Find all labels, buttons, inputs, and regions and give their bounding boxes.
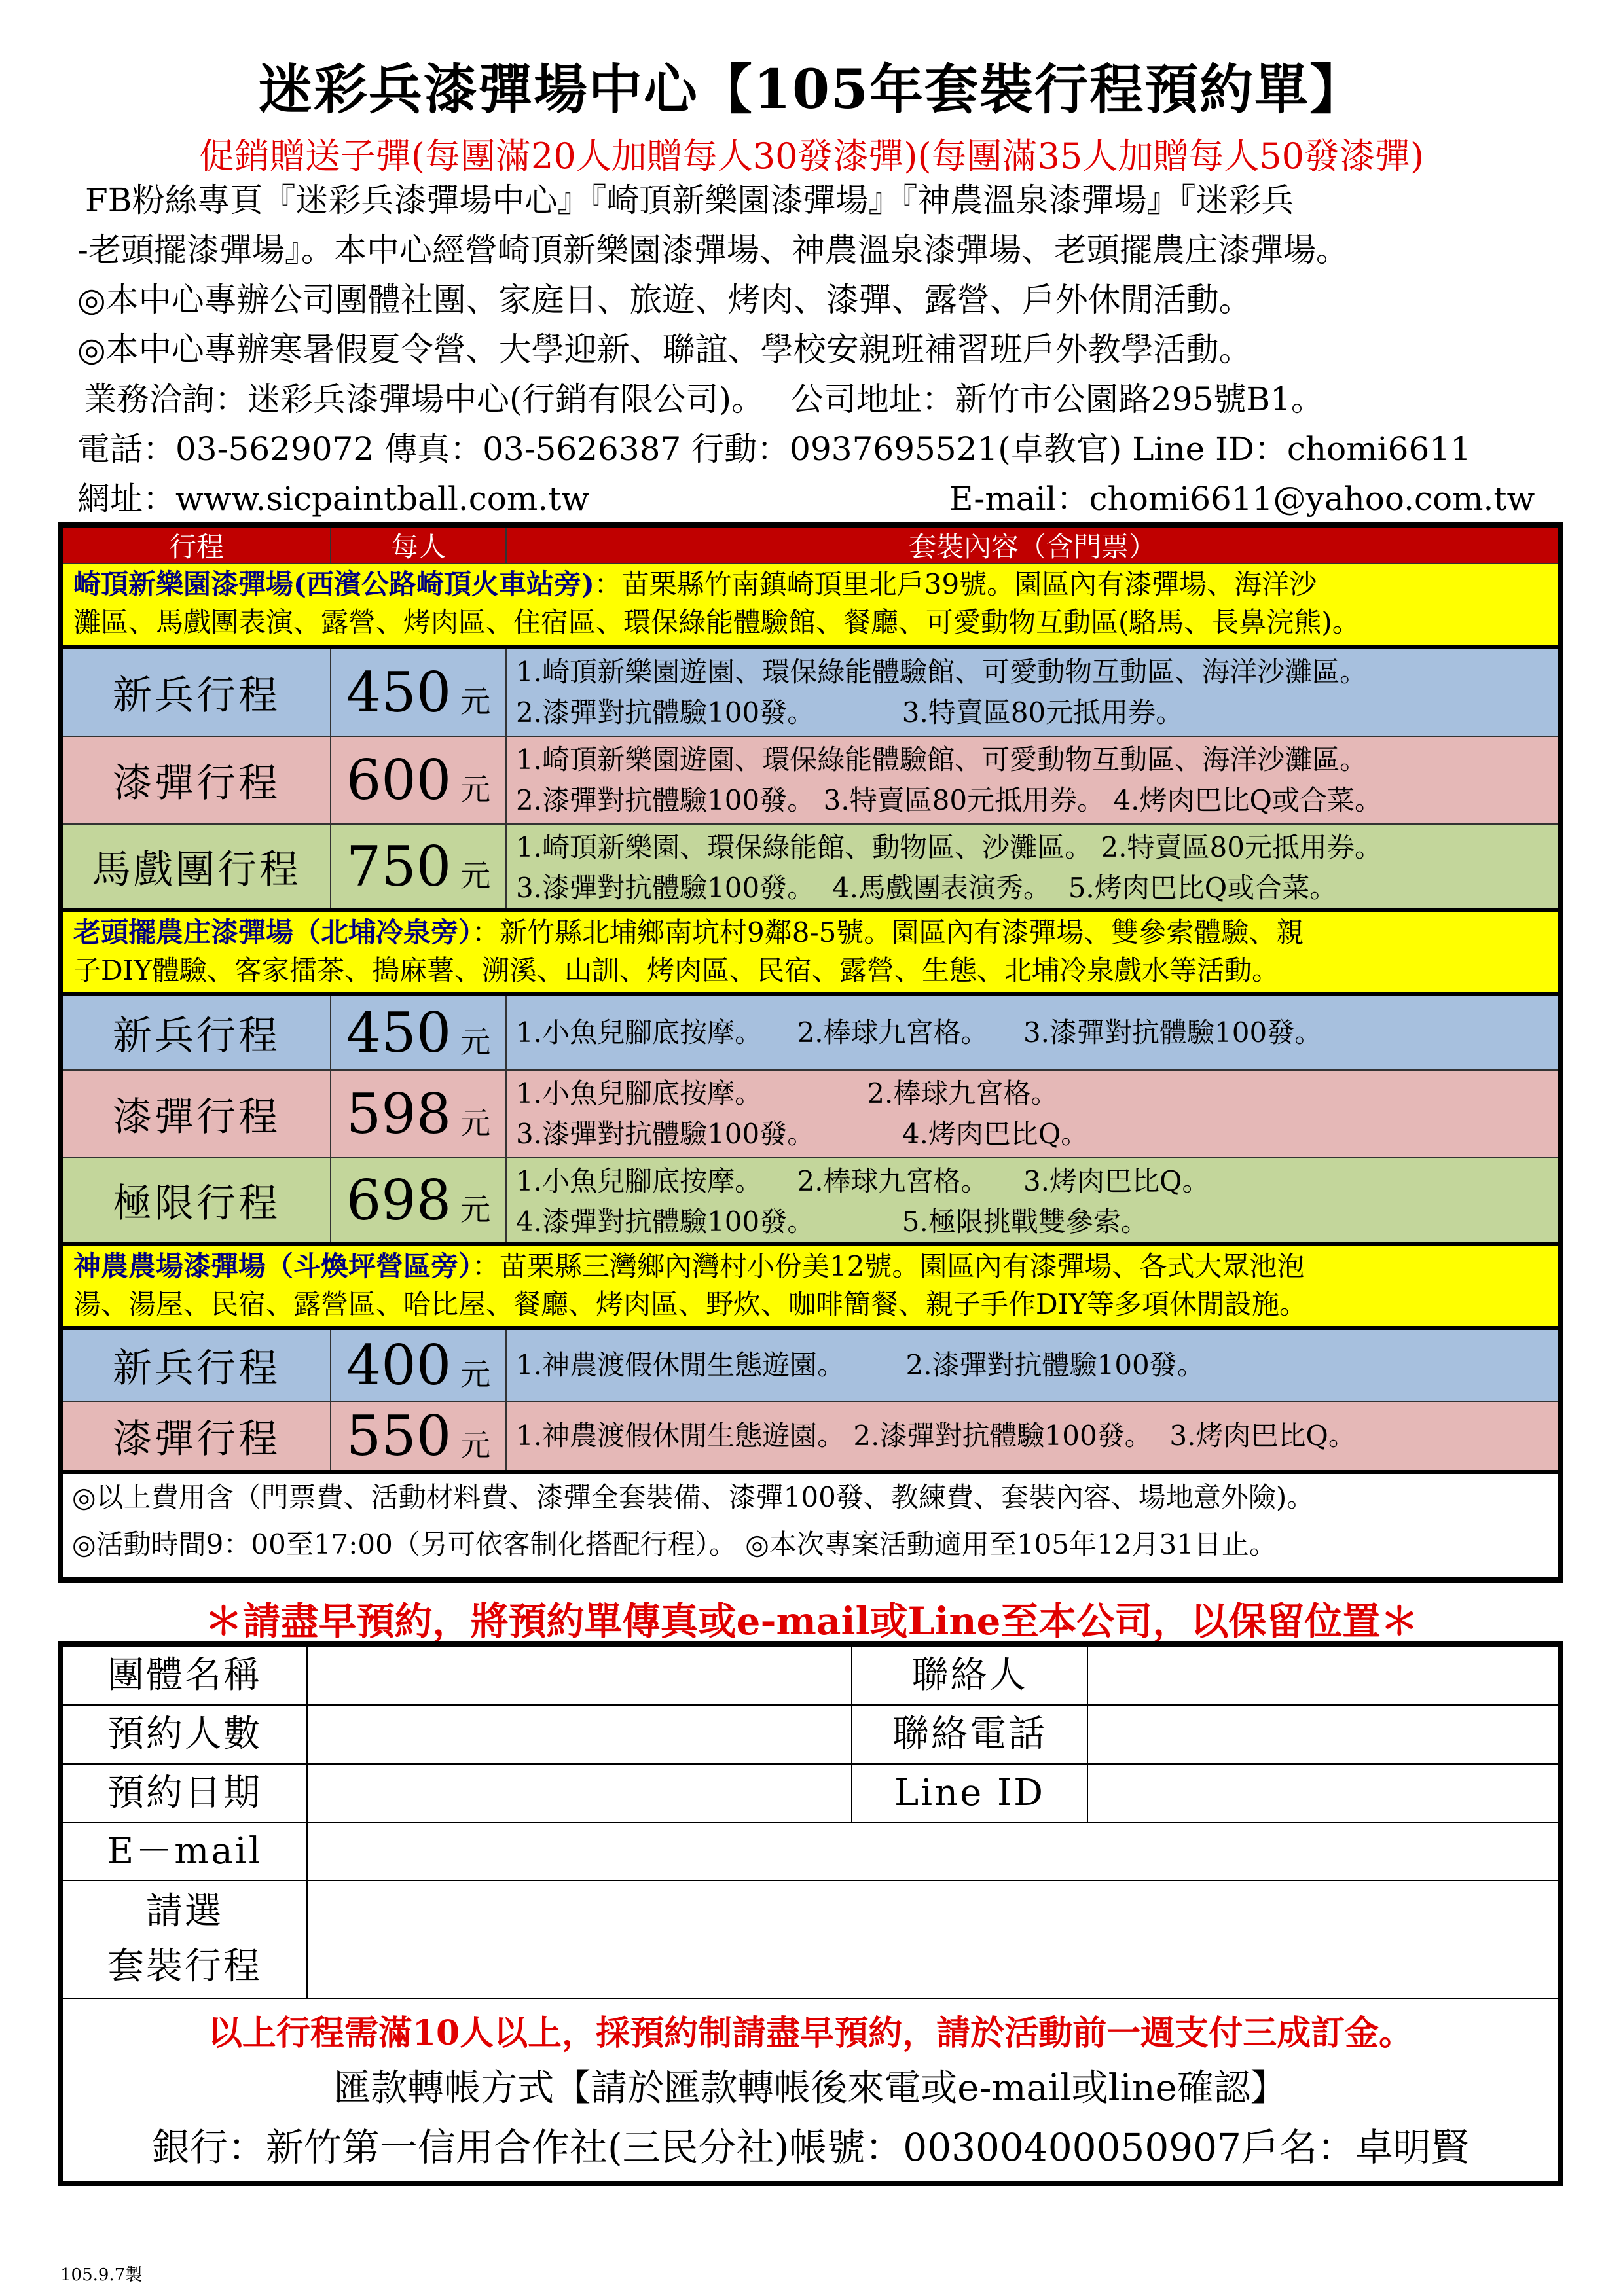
package-content: 1.神農渡假休閒生態遊園。 2.漆彈對抗體驗100發。 3.烤肉巴比Q。	[516, 1420, 1356, 1452]
contact-label: 聯絡人	[852, 1647, 1088, 1706]
email-text: E-mail：chomi6611@yahoo.com.tw	[949, 480, 1535, 518]
package-row	[63, 649, 1558, 737]
venue-name: 崎頂新樂園漆彈場(西濱公路崎頂火車站旁)	[73, 568, 594, 600]
venue-row	[63, 1246, 1558, 1330]
header-per-person: 每人	[331, 528, 507, 563]
intro-line: -老頭擺漆彈場』。本中心經營崎頂新樂園漆彈場、神農溫泉漆彈場、老頭擺農庄漆彈場。	[77, 231, 1349, 269]
package-price: 450 元	[331, 996, 507, 1069]
venue-row	[63, 912, 1558, 996]
package-content: 1.小魚兒腳底按摩。 2.棒球九宮格。 3.漆彈對抗體驗100發。	[516, 1016, 1322, 1049]
line-id-field[interactable]	[1088, 1765, 1558, 1823]
date-label: 預約日期	[63, 1765, 308, 1823]
package-row	[63, 1158, 1558, 1246]
intro-line: FB粉絲專頁『迷彩兵漆彈場中心』『崎頂新樂園漆彈場』『神農溫泉漆彈場』『迷彩兵	[85, 181, 1294, 219]
package-row	[63, 1330, 1558, 1402]
date-field[interactable]	[308, 1765, 852, 1823]
venue-desc: 子DIY體驗、客家擂茶、搗麻薯、溯溪、山訓、烤肉區、民宿、露營、生態、北埔冷泉戲水等活動。	[73, 954, 1279, 986]
package-row	[63, 737, 1558, 825]
package-price: 400 元	[331, 1330, 507, 1401]
package-name: 新兵行程	[63, 996, 331, 1069]
package-row	[63, 1071, 1558, 1158]
package-select-field[interactable]	[308, 1881, 1558, 1999]
made-date: 105.9.7製	[60, 2265, 143, 2285]
price-table	[58, 522, 1563, 1583]
email-field[interactable]	[308, 1823, 1558, 1881]
package-name: 漆彈行程	[63, 1071, 331, 1157]
package-price: 450 元	[331, 649, 507, 736]
group-name-label: 團體名稱	[63, 1647, 308, 1706]
venue-desc: ：苗栗縣竹南鎮崎頂里北戶39號。園區內有漆彈場、海洋沙	[594, 568, 1317, 600]
transfer-note: 匯款轉帳方式【請於匯款轉帳後來電或e-mail或line確認】	[334, 2067, 1287, 2109]
website-text: 網址：www.sicpaintball.com.tw	[77, 480, 590, 518]
package-price: 600 元	[331, 737, 507, 823]
package-name: 新兵行程	[63, 1330, 331, 1401]
package-row	[63, 825, 1558, 912]
contact-line: 業務洽詢：迷彩兵漆彈場中心(行銷有限公司)。 公司地址：新竹市公園路295號B1。	[84, 380, 1324, 418]
venue-name: 老頭擺農庄漆彈場（北埔冷泉旁）	[73, 916, 473, 948]
package-name: 極限行程	[63, 1158, 331, 1242]
venue-desc: 灘區、馬戲團表演、露營、烤肉區、住宿區、環保綠能體驗館、餐廳、可愛動物互動區(駱馬、長鼻浣熊)。	[73, 606, 1360, 638]
venue-desc: ：新竹縣北埔鄉南坑村9鄰8-5號。園區內有漆彈場、雙參索體驗、親	[472, 916, 1304, 948]
head-count-field[interactable]	[308, 1706, 852, 1765]
contact-line: 電話：03-5629072 傳真：03-5626387 行動：0937695521(卓教官) Line ID：chomi6611	[77, 430, 1471, 468]
head-count-label: 預約人數	[63, 1706, 308, 1765]
phone-label: 聯絡電話	[852, 1706, 1088, 1765]
package-price: 598 元	[331, 1071, 507, 1157]
venue-row	[63, 564, 1558, 649]
package-price: 550 元	[331, 1402, 507, 1470]
package-select-label: 請選 套裝行程	[63, 1881, 308, 1999]
package-row	[63, 1402, 1558, 1474]
bank-info: 銀行：新竹第一信用合作社(三民分社)帳號：00300400050907戶名：卓明賢	[152, 2125, 1469, 2170]
package-name: 馬戲團行程	[63, 825, 331, 908]
package-content: 1.崎頂新樂園遊園、環保綠能體驗館、可愛動物互動區、海洋沙灘區。 2.漆彈對抗體驗100發。 3.特賣區80元抵用券。 4.烤肉巴比Q或合菜。	[516, 744, 1382, 816]
venue-desc: 湯、湯屋、民宿、露營區、哈比屋、餐廳、烤肉區、野炊、咖啡簡餐、親子手作DIY等多項休閒設施。	[73, 1288, 1307, 1320]
page-title: 迷彩兵漆彈場中心【105年套裝行程預約單】	[258, 58, 1365, 121]
venue-desc: ：苗栗縣三灣鄉內灣村小份美12號。園區內有漆彈場、各式大眾池泡	[472, 1250, 1305, 1282]
package-price: 698 元	[331, 1158, 507, 1242]
package-name: 漆彈行程	[63, 1402, 331, 1470]
package-content: 1.崎頂新樂園遊園、環保綠能體驗館、可愛動物互動區、海洋沙灘區。 2.漆彈對抗體驗100發。 3.特賣區80元抵用券。	[516, 656, 1368, 728]
venue-name: 神農農場漆彈場（斗煥坪營區旁）	[73, 1250, 473, 1282]
promo-text: 促銷贈送子彈(每團滿20人加贈每人30發漆彈)(每團滿35人加贈每人50發漆彈)	[198, 135, 1425, 177]
package-row	[63, 996, 1558, 1071]
price-table-header	[63, 528, 1558, 564]
package-content: 1.神農渡假休閒生態遊園。 2.漆彈對抗體驗100發。	[516, 1349, 1205, 1381]
package-content: 1.小魚兒腳底按摩。 2.棒球九宮格。 3.漆彈對抗體驗100發。 4.烤肉巴比Q。	[516, 1077, 1089, 1150]
package-content: 1.小魚兒腳底按摩。 2.棒球九宮格。 3.烤肉巴比Q。 4.漆彈對抗體驗100發。 5.極限挑戰雙參索。	[516, 1165, 1210, 1238]
header-content: 套裝內容（含門票）	[908, 531, 1156, 563]
package-price: 750 元	[331, 825, 507, 908]
group-name-field[interactable]	[308, 1647, 852, 1706]
header-course: 行程	[63, 528, 331, 563]
package-name: 漆彈行程	[63, 737, 331, 823]
fee-note: ◎以上費用含（門票費、活動材料費、漆彈全套裝備、漆彈100發、教練費、套裝內容、場地意外險)。	[72, 1481, 1315, 1513]
intro-line: ◎本中心專辦公司團體社團、家庭日、旅遊、烤肉、漆彈、露營、戶外休閒活動。	[77, 281, 1252, 319]
intro-line: ◎本中心專辦寒暑假夏令營、大學迎新、聯誼、學校安親班補習班戶外教學活動。	[77, 331, 1252, 368]
phone-field[interactable]	[1088, 1706, 1558, 1765]
package-content: 1.崎頂新樂園、環保綠能館、動物區、沙灘區。 2.特賣區80元抵用券。 3.漆彈對抗體驗100發。 4.馬戲團表演秀。 5.烤肉巴比Q或合菜。	[516, 831, 1382, 904]
email-label: E－mail	[63, 1823, 308, 1881]
reserve-notice: ＊請盡早預約，將預約單傳真或e-mail或Line至本公司，以保留位置＊	[204, 1599, 1419, 1643]
booking-form	[58, 1641, 1563, 2186]
contact-field[interactable]	[1088, 1647, 1558, 1706]
package-name: 新兵行程	[63, 649, 331, 736]
deposit-note: 以上行程需滿10人以上，採預約制請盡早預約，請於活動前一週支付三成訂金。	[208, 2013, 1413, 2053]
line-id-label: Line ID	[852, 1765, 1088, 1823]
time-note: ◎活動時間9：00至17:00（另可依客制化搭配行程）。 ◎本次專案活動適用至105年12月31日止。	[72, 1528, 1277, 1560]
